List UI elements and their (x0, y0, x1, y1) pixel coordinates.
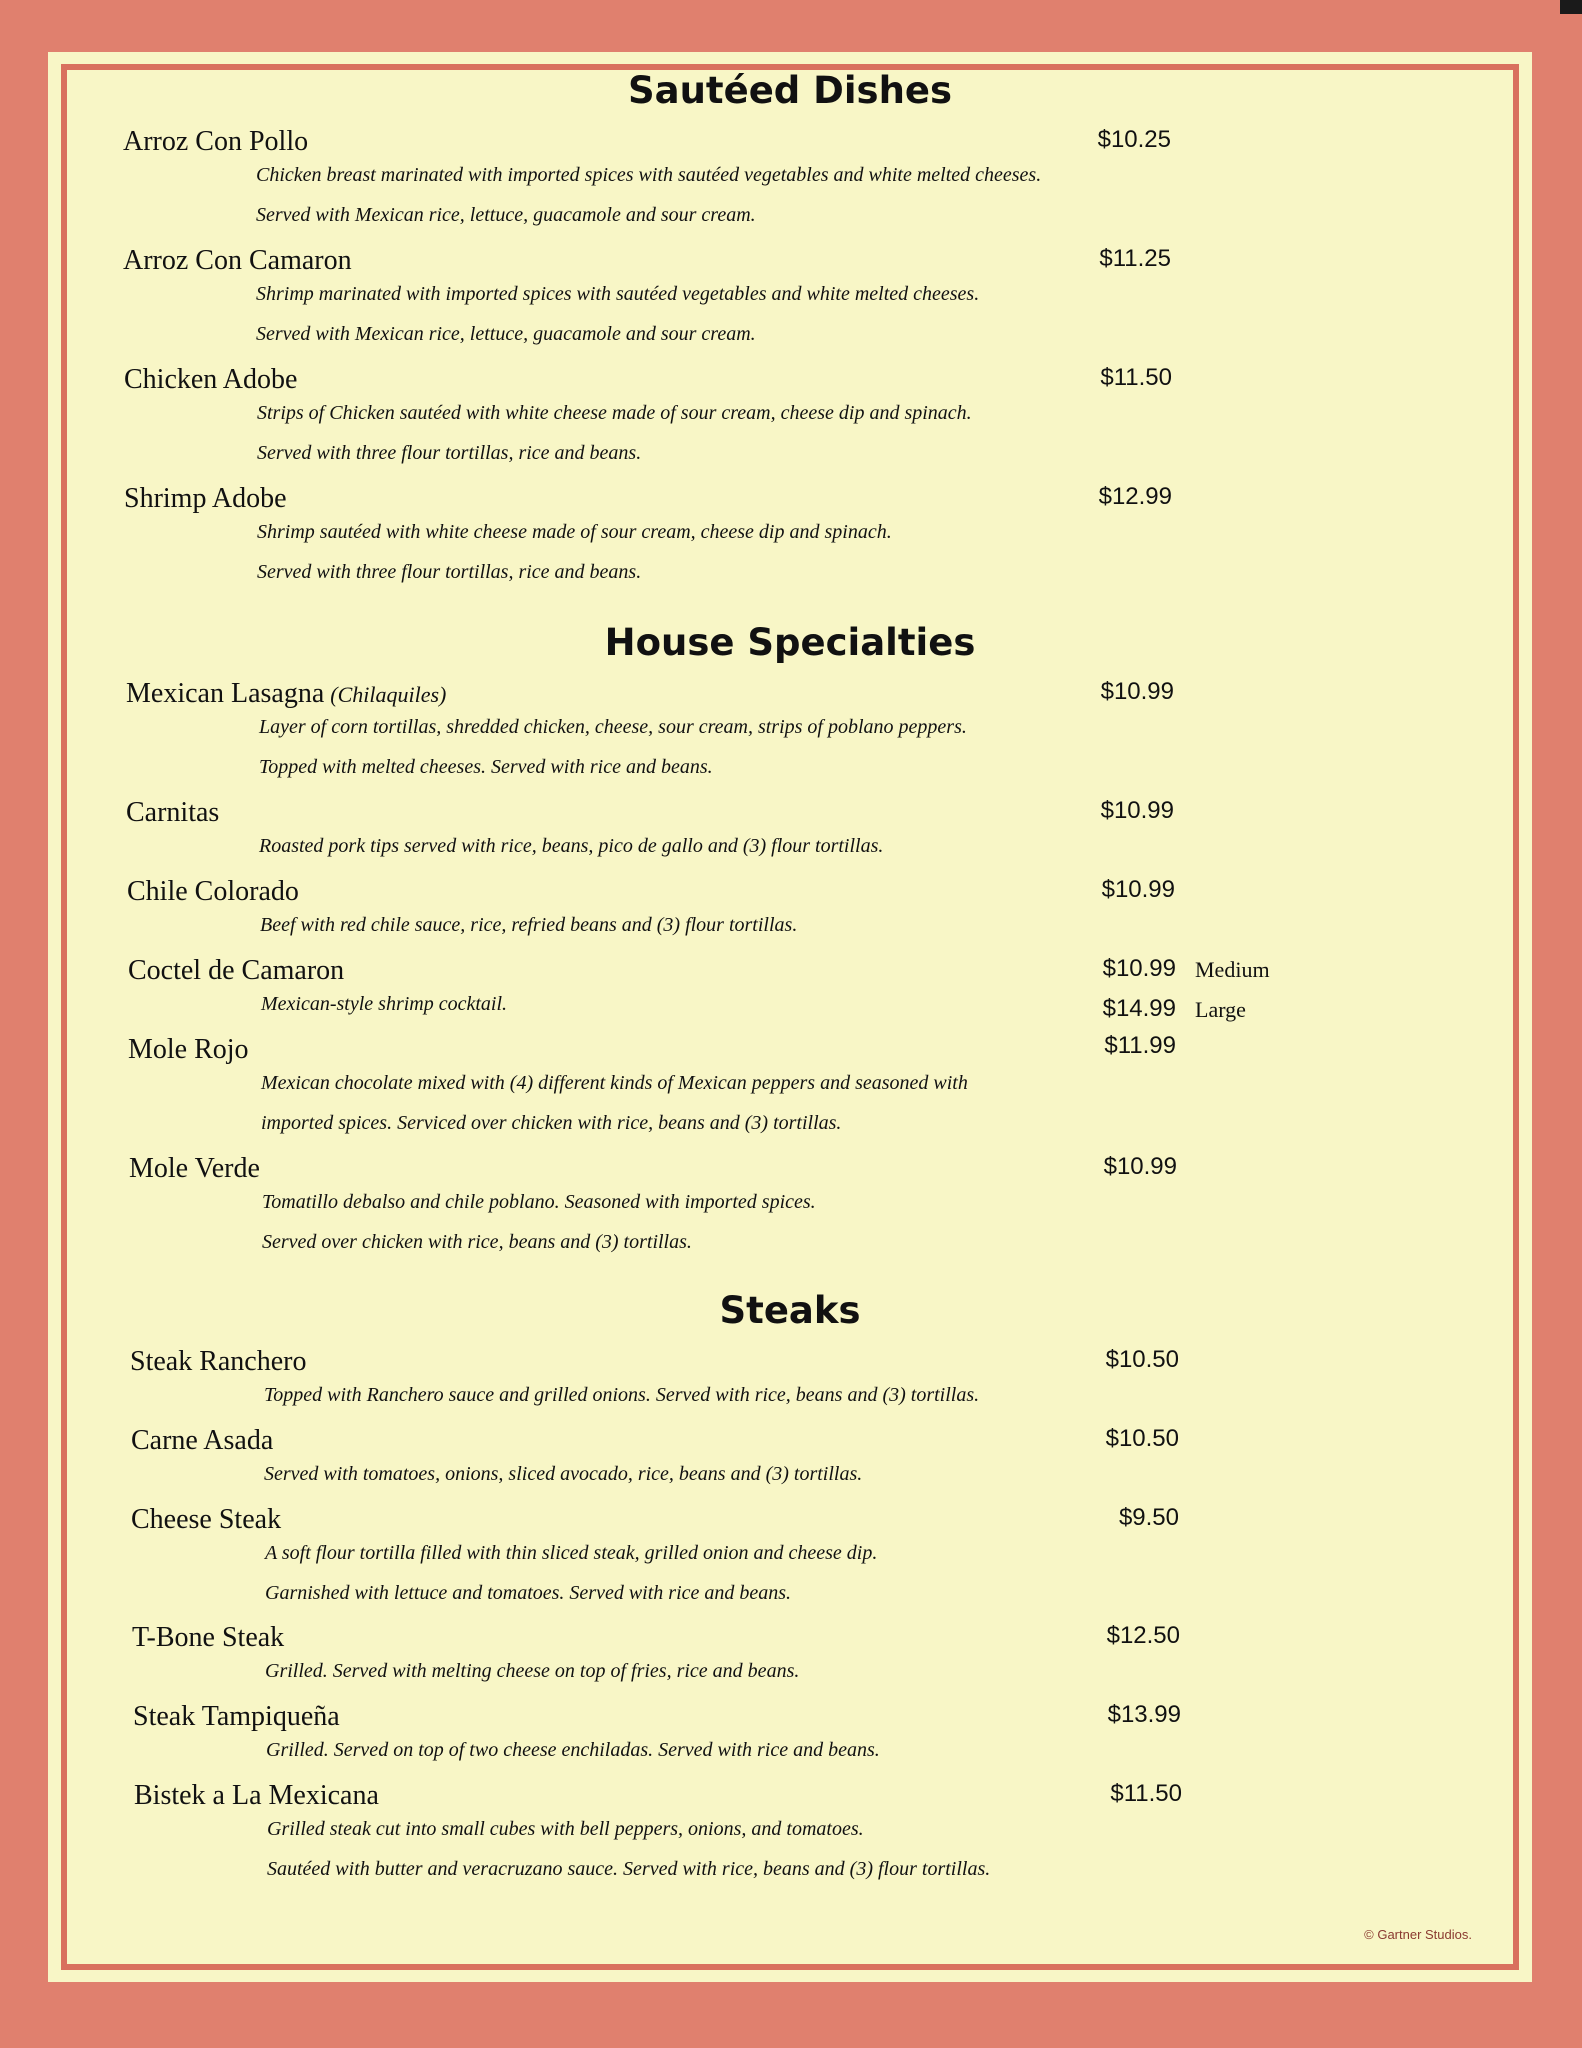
item-description: Strips of Chicken sautéed with white cheese made of sour cream, cheese dip and spinach. (257, 402, 972, 424)
size-label-large: Large (1195, 997, 1246, 1022)
item-name: Mole Verde (129, 1153, 260, 1184)
item-description: Chicken breast marinated with imported spices with sautéed vegetables and white melted cheeses. (256, 164, 1042, 186)
item-description: Grilled. Served on top of two cheese enchiladas. Served with rice and beans. (266, 1739, 880, 1761)
size-label-medium: Medium (1195, 957, 1270, 982)
item-price: $11.25 (1099, 245, 1171, 272)
item-price: $10.50 (1105, 1346, 1179, 1373)
item-price: $12.50 (1106, 1622, 1180, 1649)
item-price: $10.99 (1101, 876, 1175, 903)
item-description: Served with Mexican rice, lettuce, guacamole and sour cream. (256, 323, 756, 345)
item-description: Grilled. Served with melting cheese on top of fries, rice and beans. (265, 1660, 800, 1682)
section-title-house-specialties: House Specialties (604, 621, 976, 664)
item-description: Roasted pork tips served with rice, beans, pico de gallo and (3) flour tortillas. (259, 835, 884, 857)
item-description: Grilled steak cut into small cubes with bell peppers, onions, and tomatoes. (267, 1818, 864, 1840)
item-description: Mexican chocolate mixed with (4) different kinds of Mexican peppers and seasoned with (261, 1072, 968, 1094)
menu-page (48, 52, 1532, 1982)
section-title-sauteed-dishes: Sautéed Dishes (627, 69, 953, 112)
item-price: $11.50 (1110, 1780, 1182, 1807)
item-name: Coctel de Camaron (128, 955, 345, 986)
item-price: $10.99 (1102, 955, 1176, 982)
item-name: Arroz Con Pollo (123, 126, 309, 157)
item-price-large: $14.99 (1102, 995, 1176, 1022)
item-description: Layer of corn tortillas, shredded chicken, cheese, sour cream, strips of poblano peppers. (259, 716, 967, 738)
item-name: Arroz Con Camaron (123, 245, 352, 276)
item-name: Cheese Steak (131, 1504, 282, 1535)
item-name: Carnitas (126, 797, 220, 828)
item-name (126, 678, 446, 710)
item-price: $12.99 (1098, 483, 1172, 510)
item-description: Garnished with lettuce and tomatoes. Served with rice and beans. (265, 1582, 792, 1604)
item-price: $10.99 (1100, 797, 1174, 824)
item-description: Served with three flour tortillas, rice and beans. (257, 561, 642, 583)
item-description: A soft flour tortilla filled with thin sliced steak, grilled onion and cheese dip. (265, 1542, 878, 1564)
item-name: Mole Rojo (128, 1034, 249, 1065)
section-title-steaks: Steaks (719, 1289, 861, 1332)
item-description: Topped with melted cheeses. Served with rice and beans. (259, 756, 713, 778)
item-description: Served over chicken with rice, beans and (3) tortillas. (262, 1231, 692, 1253)
item-name: Steak Ranchero (130, 1346, 307, 1377)
item-name: Carne Asada (131, 1425, 274, 1456)
menu-border (61, 64, 1519, 1970)
item-price: $13.99 (1107, 1701, 1181, 1728)
item-name: Chile Colorado (127, 876, 299, 907)
item-description: Shrimp sautéed with white cheese made of sour cream, cheese dip and spinach. (257, 521, 892, 543)
item-name: Chicken Adobe (124, 364, 298, 395)
item-price: $9.50 (1118, 1504, 1179, 1531)
item-name-text: Mexican Lasagna (126, 678, 325, 709)
item-name: Steak Tampiqueña (133, 1701, 340, 1732)
item-name-note: (Chilaquiles) (330, 682, 447, 707)
item-price: $10.25 (1097, 126, 1171, 153)
item-price: $10.99 (1103, 1153, 1177, 1180)
item-description: Mexican-style shrimp cocktail. (261, 993, 508, 1015)
item-description: Topped with Ranchero sauce and grilled onions. Served with rice, beans and (3) tortillas. (264, 1384, 980, 1406)
item-description: Tomatillo debalso and chile poblano. Seasoned with imported spices. (262, 1191, 816, 1213)
item-description: Sautéed with butter and veracruzano sauce. Served with rice, beans and (3) flour tortillas. (267, 1858, 991, 1880)
item-name: Bistek a La Mexicana (134, 1780, 379, 1811)
item-price: $11.50 (1100, 364, 1172, 391)
copyright-notice: © Gartner Studios. (1364, 1927, 1472, 1942)
item-price: $11.99 (1104, 1032, 1176, 1059)
item-price: $10.50 (1105, 1425, 1179, 1452)
item-description: imported spices. Serviced over chicken with rice, beans and (3) tortillas. (261, 1112, 842, 1134)
item-description: Served with three flour tortillas, rice and beans. (257, 442, 642, 464)
item-description: Served with tomatoes, onions, sliced avocado, rice, beans and (3) tortillas. (264, 1463, 863, 1485)
scan-edge (1560, 0, 1582, 14)
item-name: Shrimp Adobe (124, 483, 287, 514)
item-name: T-Bone Steak (132, 1622, 285, 1653)
item-price: $10.99 (1100, 678, 1174, 705)
item-description: Beef with red chile sauce, rice, refried beans and (3) flour tortillas. (260, 914, 798, 936)
item-description: Served with Mexican rice, lettuce, guacamole and sour cream. (256, 204, 756, 226)
item-description: Shrimp marinated with imported spices with sautéed vegetables and white melted cheeses. (256, 283, 980, 305)
